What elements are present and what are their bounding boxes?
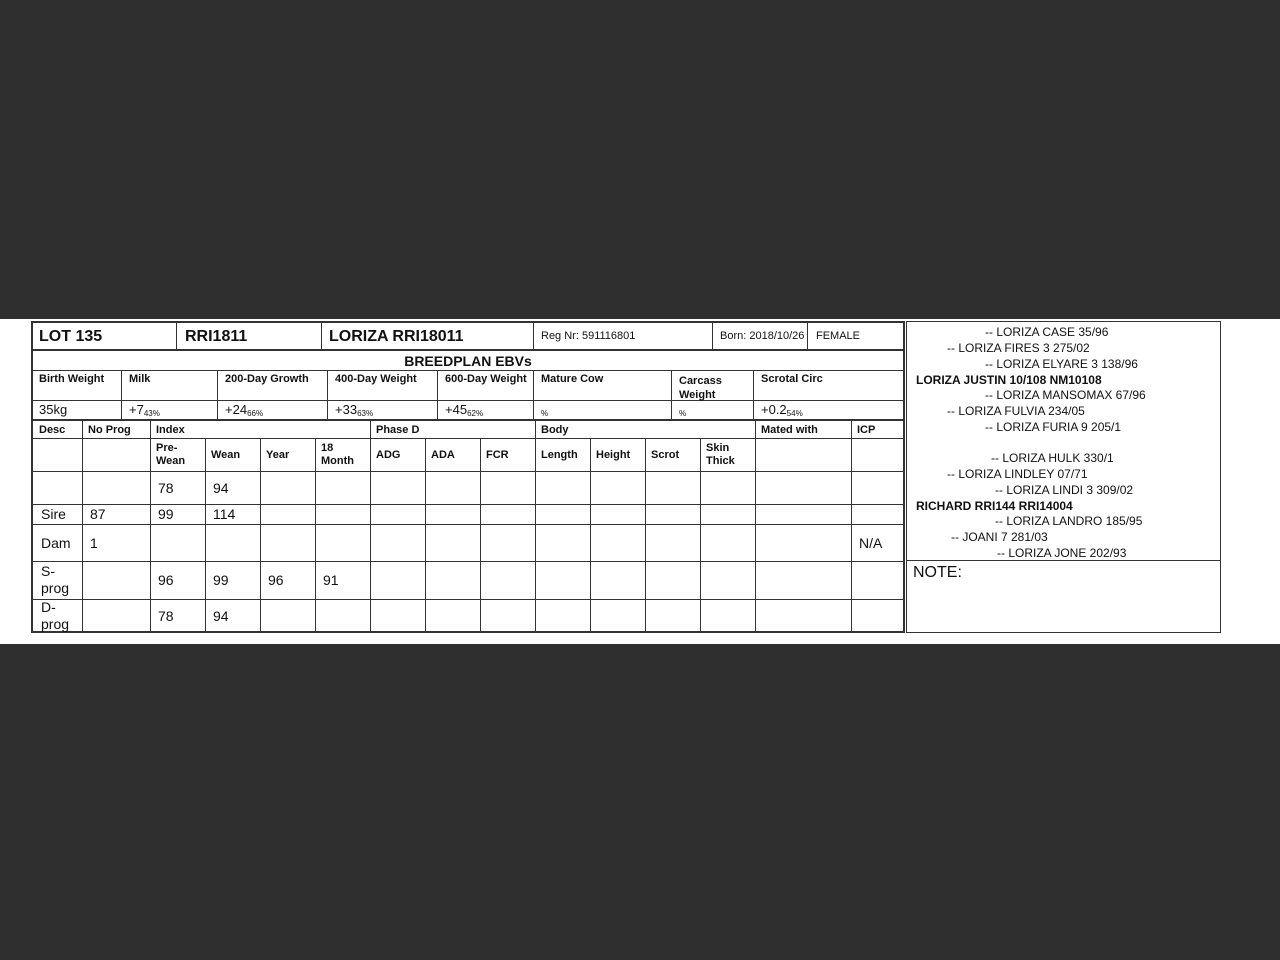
perf-subheader: Length (541, 449, 578, 461)
perf-cell: N/A (859, 535, 883, 551)
pedigree-ancestor: -- LORIZA LINDLEY 07/71 (947, 467, 1088, 481)
perf-subheader: Height (596, 449, 631, 461)
pedigree-ancestor: -- LORIZA CASE 35/96 (985, 325, 1109, 339)
lot-card (31, 321, 905, 633)
pedigree-ancestor: -- LORIZA MANSOMAX 67/96 (985, 388, 1146, 402)
perf-cell: D- prog (41, 599, 70, 632)
ebv-value-milk: $+7_{43\%}$ (129, 402, 160, 418)
ebv-label-mature-cow: Mature Cow (541, 373, 604, 385)
pedigree-ancestor: -- LORIZA LINDI 3 309/02 (995, 483, 1134, 497)
ebv-value-400-day: $+33_{63\%}$ (335, 402, 374, 418)
perf-group-phase-d: Phase D (376, 424, 420, 436)
pedigree-ancestor: -- LORIZA JONE 202/93 (997, 546, 1127, 560)
ebv-value-mature-cow: % (541, 409, 549, 418)
ebv-label-600-day: 600-Day Weight (445, 373, 527, 385)
perf-subheader: Scrot (651, 449, 680, 461)
perf-group-no-prog: No Prog (88, 424, 131, 436)
ebv-label-200-day: 200-Day Growth (225, 373, 309, 385)
perf-cell: 94 (213, 480, 229, 496)
perf-cell: 96 (268, 572, 284, 588)
pedigree-ancestor: -- LORIZA FURIA 9 205/1 (985, 420, 1122, 434)
perf-cell: 1 (90, 535, 98, 551)
perf-group-mated-with: Mated with (761, 424, 818, 436)
perf-cell: 99 (158, 506, 174, 522)
ebv-label-scrotal-circ: Scrotal Circ (761, 373, 823, 385)
ebv-value-scrotal-circ: $+0.2_{54\%}$ (761, 402, 803, 418)
ebv-label-400-day: 400-Day Weight (335, 373, 417, 385)
animal-name: LORIZA RRI18011 (329, 328, 464, 345)
note-label: NOTE: (913, 564, 962, 581)
perf-cell: 78 (158, 608, 174, 624)
ebv-value-birth-weight: 35kg (39, 402, 68, 417)
perf-subheader: 18 Month (321, 442, 354, 467)
perf-group-icp: ICP (857, 424, 876, 436)
perf-cell: Dam (41, 535, 71, 551)
pedigree-parent: LORIZA JUSTIN 10/108 NM10108 (916, 373, 1102, 387)
pedigree-ancestor: -- JOANI 7 281/03 (951, 530, 1048, 544)
birth-date: Born: 2018/10/26 (720, 330, 805, 342)
pedigree-ancestor: -- LORIZA HULK 330/1 (991, 451, 1114, 465)
pedigree-ancestor: -- LORIZA LANDRO 185/95 (995, 514, 1143, 528)
ebv-label-milk: Milk (129, 373, 151, 385)
ebv-title: BREEDPLAN EBVs (404, 353, 532, 369)
perf-cell: S- prog (41, 563, 70, 596)
perf-subheader: Skin Thick (706, 442, 735, 467)
ebv-value-carcass-weight: % (679, 409, 687, 418)
perf-cell: 78 (158, 480, 174, 496)
ebv-label-birth-weight: Birth Weight (39, 373, 105, 385)
lot-number: LOT 135 (39, 328, 103, 345)
sex: FEMALE (816, 330, 861, 342)
perf-subheader: Wean (211, 449, 241, 461)
pedigree-panel (906, 321, 1221, 633)
perf-group-body: Body (541, 424, 569, 436)
perf-cell: 94 (213, 608, 229, 624)
ear-tag: RRI1811 (185, 328, 248, 345)
perf-subheader: ADA (431, 449, 455, 461)
perf-cell: 99 (213, 572, 229, 588)
perf-group-index: Index (156, 424, 185, 436)
perf-cell: Sire (41, 506, 66, 522)
pedigree-ancestor: -- LORIZA FIRES 3 275/02 (947, 341, 1090, 355)
ebv-value-200-day: $+24_{66\%}$ (225, 402, 264, 418)
pedigree-ancestor: -- LORIZA ELYARE 3 138/96 (985, 357, 1138, 371)
pedigree-ancestor: -- LORIZA FULVIA 234/05 (947, 404, 1085, 418)
perf-subheader: FCR (486, 449, 509, 461)
perf-subheader: Year (266, 449, 290, 461)
perf-subheader: Pre- Wean (156, 442, 186, 467)
ebv-value-600-day: $+45_{62\%}$ (445, 402, 484, 418)
perf-cell: 114 (213, 506, 236, 522)
perf-cell: 87 (90, 506, 106, 522)
ebv-label-carcass-weight: Carcass Weight (679, 375, 722, 401)
perf-cell: 91 (323, 572, 339, 588)
perf-subheader: ADG (376, 449, 401, 461)
pedigree-parent: RICHARD RRI144 RRI14004 (916, 499, 1073, 513)
reg-number: Reg Nr: 591116801 (541, 330, 636, 342)
perf-group-desc: Desc (39, 424, 66, 436)
perf-cell: 96 (158, 572, 174, 588)
